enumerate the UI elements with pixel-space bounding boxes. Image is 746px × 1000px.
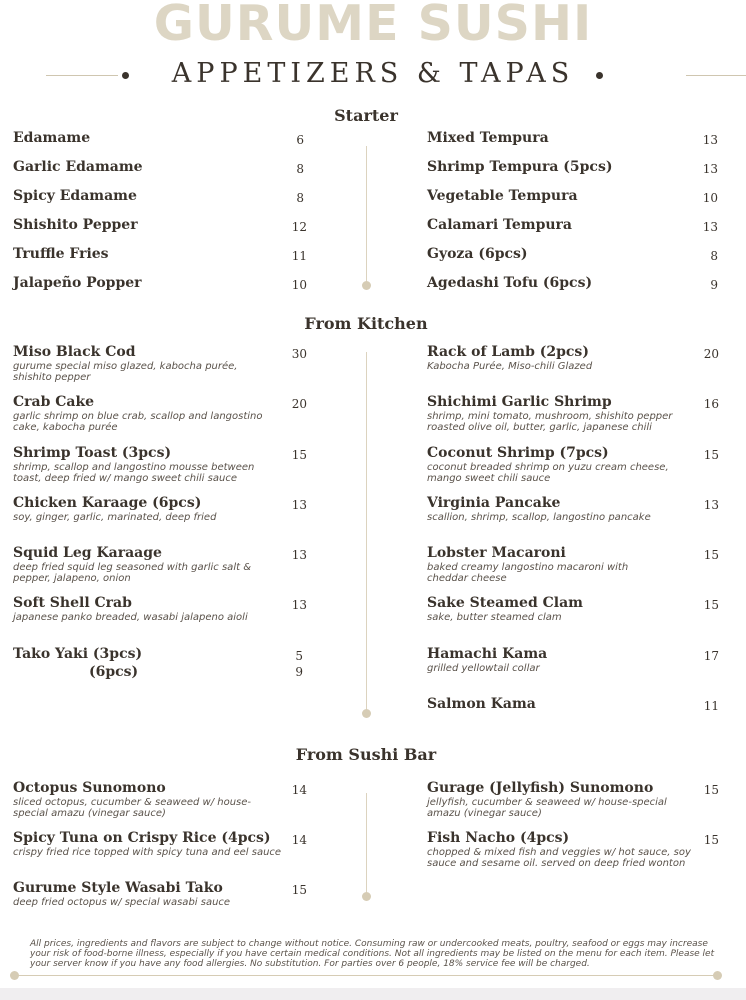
divider-knob [362,709,371,718]
item-name: Tako Yaki (3pcs) [13,646,143,662]
item-description: sliced octopus, cucumber & seaweed w/ house-special amazu (vinegar sauce) [13,797,252,819]
item-price: 8 [296,162,304,176]
kitchen-divider [366,352,367,714]
item-description: scallion, shrimp, scallop, langostino pancake [427,512,651,523]
disclaimer-footnote: All prices, ingredients and flavors are subject to change without notice. Consuming raw or undercooked meats, poultry, seafood or eggs may increase your risk of food-borne illness, especially if you have certain medical conditions. Not all ingredients may be listed on the menu for each item. Please let your server know if you have any food allergies. No substitution. For parties over 6 people, 18% service fee will be charged. [30,939,715,969]
item-name: Edamame [13,130,91,146]
bottom-rule [14,975,718,976]
item-price: 13 [703,498,719,512]
item-name: Shrimp Toast (3pcs) [13,445,172,461]
item-description: shrimp, scallop and langostino mousse between toast, deep fried w/ mango sweet chili sauce [13,462,255,484]
item-price: 8 [296,191,304,205]
item-price: 15 [703,783,719,797]
item-price: 13 [291,498,307,512]
subtitle-rule-right [686,75,746,76]
item-description: deep fried squid leg seasoned with garlic salt & pepper, jalapeno, onion [13,562,251,584]
item-description: baked creamy langostino macaroni with cheddar cheese [427,562,629,584]
item-name: Jalapeño Popper [13,275,142,291]
item-name: Truffle Fries [13,246,109,262]
item-price: 20 [291,397,307,411]
item-name: Squid Leg Karaage [13,545,162,561]
item-description: sake, butter steamed clam [427,612,562,623]
item-name-alt-size: (6pcs) [89,664,139,680]
item-name: Virginia Pancake [427,495,561,511]
item-name: Spicy Edamame [13,188,137,204]
item-name: Rack of Lamb (2pcs) [427,344,589,360]
item-name: Calamari Tempura [427,217,573,233]
sushi-bar-divider [366,793,367,897]
item-price: 13 [291,548,307,562]
item-price: 13 [702,220,718,234]
subtitle-dot-right [596,72,603,79]
item-price-alt-size: 9 [295,665,303,679]
item-description: soy, ginger, garlic, marinated, deep fried [13,512,217,523]
item-name: Shrimp Tempura (5pcs) [427,159,613,175]
item-price: 30 [291,347,307,361]
item-name: Chicken Karaage (6pcs) [13,495,202,511]
item-description: garlic shrimp on blue crab, scallop and langostino cake, kabocha purée [13,411,263,433]
item-name: Lobster Macaroni [427,545,566,561]
item-price: 14 [291,833,307,847]
item-price: 10 [291,278,307,292]
item-name: Vegetable Tempura [427,188,578,204]
section-title-kitchen: From Kitchen [304,314,428,333]
item-price: 13 [702,133,718,147]
item-description: crispy fried rice topped with spicy tuna and eel sauce [13,847,282,858]
item-price: 5 [295,649,303,663]
item-price: 8 [710,249,718,263]
divider-knob [362,892,371,901]
item-description: gurume special miso glazed, kabocha purée, shishito pepper [13,361,238,383]
section-title-sushi-bar: From Sushi Bar [295,745,437,764]
item-name: Shichimi Garlic Shrimp [427,394,612,410]
item-name: Mixed Tempura [427,130,549,146]
item-price: 17 [703,649,719,663]
menu-subtitle: APPETIZERS & TAPAS [171,58,575,89]
item-name: Garlic Edamame [13,159,143,175]
item-price: 11 [703,699,719,713]
item-price: 6 [296,133,304,147]
item-name: Gyoza (6pcs) [427,246,528,262]
item-price: 15 [703,448,719,462]
item-price: 16 [703,397,719,411]
item-price: 20 [703,347,719,361]
item-name: Miso Black Cod [13,344,136,360]
bottom-band [0,988,746,1000]
item-description: grilled yellowtail collar [427,663,540,674]
item-name: Soft Shell Crab [13,595,132,611]
item-price: 13 [702,162,718,176]
item-price: 15 [291,883,307,897]
menu-subtitle-row [0,58,746,98]
item-name: Agedashi Tofu (6pcs) [427,275,593,291]
item-name: Octopus Sunomono [13,780,166,796]
item-description: japanese panko breaded, wasabi jalapeno aioli [13,612,248,623]
item-price: 15 [703,598,719,612]
item-name: Hamachi Kama [427,646,548,662]
item-name: Gurume Style Wasabi Tako [13,880,223,896]
item-description: jellyfish, cucumber & seaweed w/ house-special amazu (vinegar sauce) [427,797,667,819]
item-description: Kabocha Purée, Miso-chili Glazed [427,361,593,372]
bottom-rule-knob-left [10,971,19,980]
section-title-starter: Starter [334,106,398,125]
starter-divider [366,146,367,286]
item-price: 9 [710,278,718,292]
item-price: 14 [291,783,307,797]
item-price: 15 [703,548,719,562]
divider-knob [362,281,371,290]
item-name: Salmon Kama [427,696,536,712]
item-name: Shishito Pepper [13,217,138,233]
item-price: 15 [703,833,719,847]
item-price: 10 [702,191,718,205]
item-name: Gurage (Jellyfish) Sunomono [427,780,654,796]
bottom-rule-knob-right [713,971,722,980]
item-description: deep fried octopus w/ special wasabi sauce [13,897,231,908]
item-description: coconut breaded shrimp on yuzu cream cheese, mango sweet chili sauce [427,462,669,484]
item-price: 12 [291,220,307,234]
item-price: 13 [291,598,307,612]
item-name: Fish Nacho (4pcs) [427,830,570,846]
item-name: Spicy Tuna on Crispy Rice (4pcs) [13,830,271,846]
item-name: Coconut Shrimp (7pcs) [427,445,609,461]
item-description: chopped & mixed fish and veggies w/ hot sauce, soy sauce and sesame oil. served on deep fried wonton [427,847,691,869]
item-name: Sake Steamed Clam [427,595,583,611]
item-price: 15 [291,448,307,462]
item-description: shrimp, mini tomato, mushroom, shishito pepper roasted olive oil, butter, garlic, japanese chili [427,411,673,433]
item-price: 11 [291,249,307,263]
restaurant-name: GURUME SUSHI [153,0,593,52]
item-name: Crab Cake [13,394,95,410]
